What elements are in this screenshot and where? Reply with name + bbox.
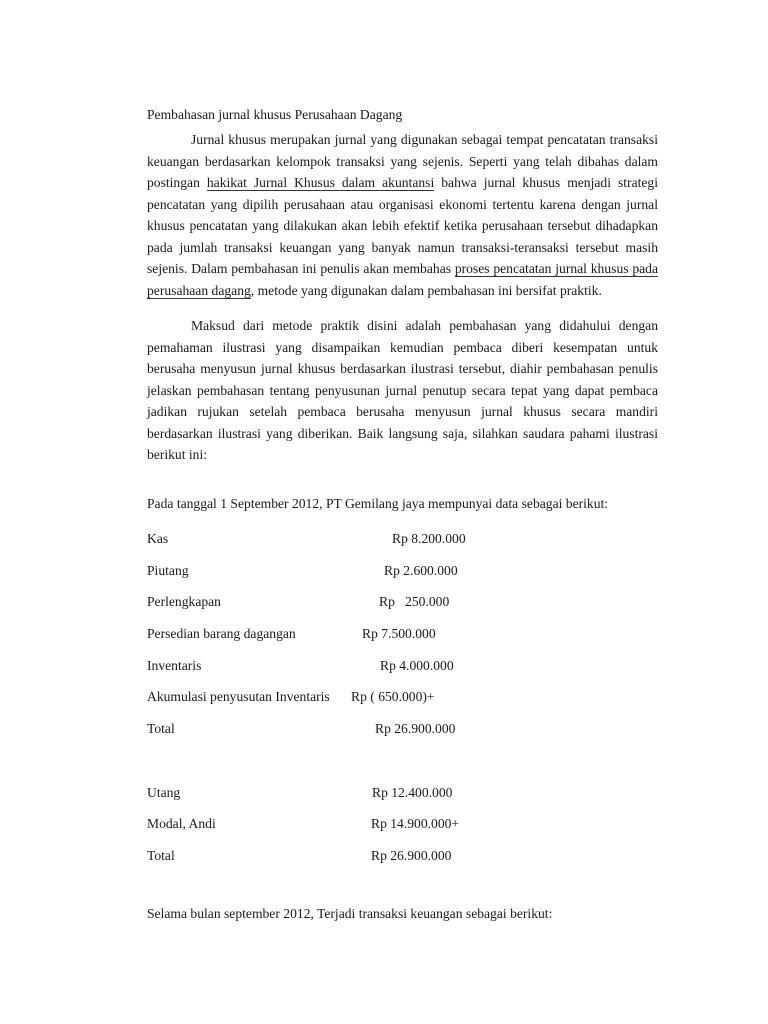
asset-row (147, 563, 667, 583)
asset-label: Inventaris (147, 658, 202, 673)
paragraph-1-text-a: Jurnal khusus merupakan jurnal yang digunakan sebagai tempat pencatatan transaksi keuangan berdasarkan kelompok transaksi yang sejenis. Seperti yang telah dibahas dalam postingan (147, 132, 658, 190)
liability-row (147, 785, 667, 805)
asset-amount: Rp 7.500.000 (362, 626, 436, 641)
paragraph-1-text-c: , metode yang digunakan dalam pembahasan ini bersifat praktik. (250, 282, 602, 298)
asset-total-row (147, 721, 667, 741)
paragraph-2: Maksud dari metode praktik disini adalah pembahasan yang didahului dengan pemahaman ilustrasi yang disampaikan kemudian pembaca diberi kesempatan untuk berusaha menyusun jurnal khusus berdasarkan ilustrasi tersebut, diahir pembahasan penulis jelaskan pembahasan tentang penyusunan jurnal penutup secara tepat yang dapat pembaca jadikan rujukan setelah pembaca berusaha menyusun jurnal khusus secara mandiri berdasarkan ilustrasi yang diberikan. Baik langsung saja, silahkan saudara pahami ilustrasi berikut ini: (147, 318, 658, 462)
asset-amount: Rp 250.000 (379, 594, 450, 609)
asset-label: Kas (147, 531, 169, 546)
asset-total-amount: Rp 26.900.000 (375, 721, 456, 736)
link-proses-pencatatan[interactable]: proses pencatatan jurnal khusus pada perusahaan dagang (147, 261, 658, 298)
liability-row (147, 816, 667, 836)
asset-amount: Rp ( 650.000)+ (351, 689, 435, 704)
asset-row (147, 531, 667, 551)
liability-label: Utang (147, 785, 181, 800)
liability-amount: Rp 12.400.000 (372, 785, 453, 800)
asset-label: Piutang (147, 563, 189, 578)
asset-row (147, 594, 667, 614)
asset-label: Akumulasi penyusutan Inventaris (147, 689, 330, 704)
paragraph-1-text-b: bahwa jurnal khusus menjadi strategi pencatatan yang dipilih perusahaan atau organisasi ekonomi tertentu karena dengan jurnal khusus pencatatan yang dilakukan akan lebih efektif ketika perusahaan tersebut dihadapkan pada jumlah transaksi keuangan yang banyak namun transaksi-teransaksi tersebut masih sejenis. Dalam pembahasan ini penulis akan membahas (147, 175, 659, 276)
link-hakikat-jurnal-khusus[interactable]: hakikat Jurnal Khusus dalam akuntansi (206, 175, 435, 190)
asset-label: Persedian barang dagangan (147, 626, 296, 641)
asset-amount: Rp 4.000.000 (380, 658, 454, 673)
asset-row (147, 626, 667, 646)
asset-amount: Rp 8.200.000 (392, 531, 466, 546)
transactions-intro: Selama bulan september 2012, Terjadi transaksi keuangan sebagai berikut: (147, 906, 553, 921)
liability-total-label: Total (147, 848, 175, 863)
data-intro: Pada tanggal 1 September 2012, PT Gemilang jaya mempunyai data sebagai berikut: (147, 496, 609, 511)
asset-label: Perlengkapan (147, 594, 221, 609)
liability-label: Modal, Andi (147, 816, 216, 831)
liability-total-amount: Rp 26.900.000 (371, 848, 452, 863)
liability-total-row (147, 848, 667, 868)
asset-total-label: Total (147, 721, 175, 736)
document-title: Pembahasan jurnal khusus Perusahaan Dagang (147, 107, 403, 122)
asset-row (147, 689, 667, 709)
paragraph-1 (147, 129, 658, 301)
asset-row (147, 658, 667, 678)
asset-amount: Rp 2.600.000 (384, 563, 458, 578)
liability-amount: Rp 14.900.000+ (371, 816, 460, 831)
